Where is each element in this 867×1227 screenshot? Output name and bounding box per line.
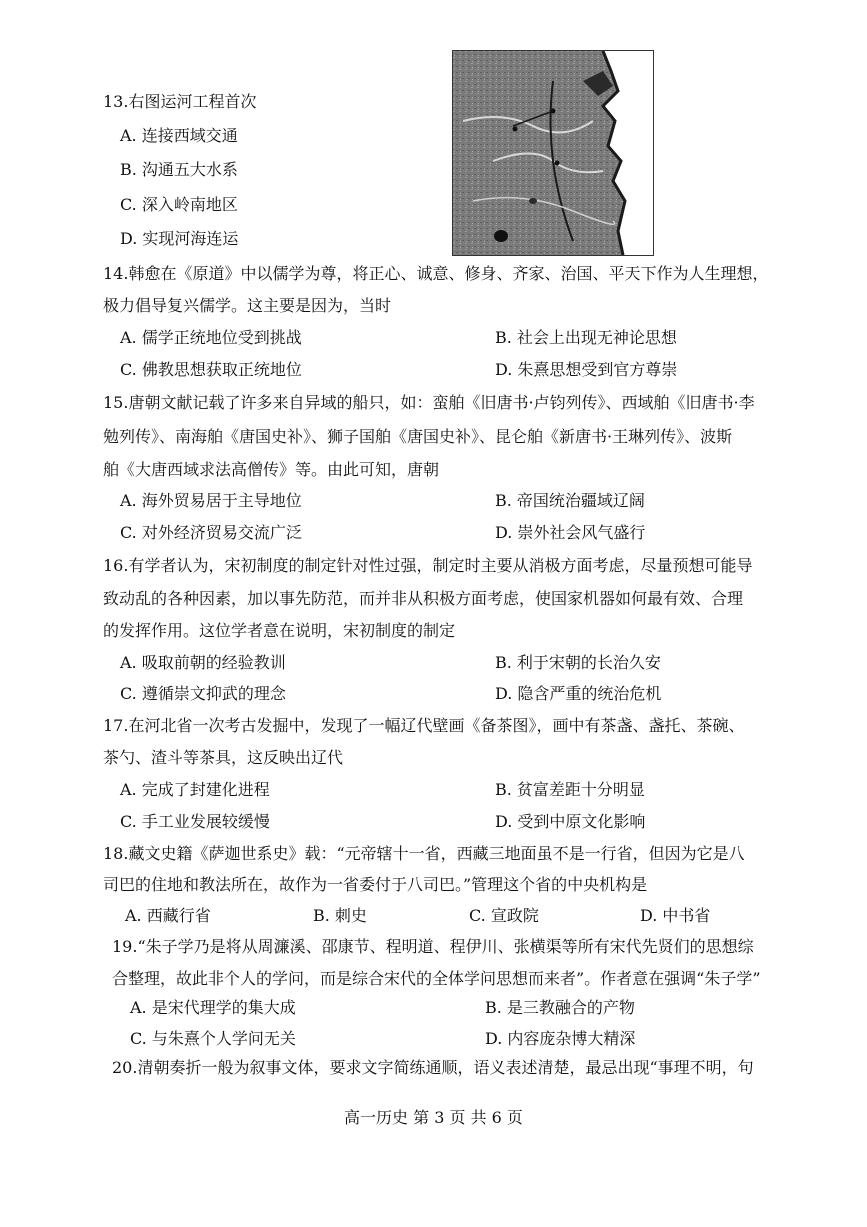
question-14-option-a: A. 儒学正统地位受到挑战 xyxy=(120,328,302,347)
question-18-option-a: A. 西藏行省 xyxy=(125,906,211,925)
question-14-stem-line-1: 14.韩愈在《原道》中以儒学为尊，将正心、诚意、修身、齐家、治国、平天下作为人生理想， xyxy=(103,264,769,283)
question-15-option-a: A. 海外贸易居于主导地位 xyxy=(120,491,302,510)
question-17-option-b: B. 贫富差距十分明显 xyxy=(495,780,645,799)
question-14-stem-line-2: 极力倡导复兴儒学。这主要是因为，当时 xyxy=(103,296,392,315)
question-16-stem-line-2: 致动乱的各种因素，加以事先防范，而并非从积极方面考虑，使国家机器如何最有效、合理 xyxy=(103,589,744,608)
question-19-option-d: D. 内容庞杂博大精深 xyxy=(485,1029,636,1048)
question-13-option-b: B. 沟通五大水系 xyxy=(120,160,238,179)
question-17-option-d: D. 受到中原文化影响 xyxy=(495,812,646,831)
question-13-option-a: A. 连接西域交通 xyxy=(120,126,238,145)
question-17-option-a: A. 完成了封建化进程 xyxy=(120,780,270,799)
question-19-stem-line-1: 19.“朱子学乃是将从周濂溪、邵康节、程明道、程伊川、张横渠等所有宋代先贤们的思想综 xyxy=(112,937,754,956)
canal-map-image xyxy=(452,50,654,256)
question-15-stem-line-1: 15.唐朝文献记载了许多来自异域的船只，如：蛮舶《旧唐书·卢钧列传》、西域舶《旧唐书·李 xyxy=(103,393,755,412)
question-16-option-b: B. 利于宋朝的长治久安 xyxy=(495,653,661,672)
question-17-stem-line-2: 茶勺、渣斗等茶具，这反映出辽代 xyxy=(103,748,344,767)
question-19-option-b: B. 是三教融合的产物 xyxy=(485,998,635,1017)
page-footer: 高一历史 第 3 页 共 6 页 xyxy=(344,1108,523,1127)
question-19-option-c: C. 与朱熹个人学问无关 xyxy=(130,1029,296,1048)
question-16-option-c: C. 遵循崇文抑武的理念 xyxy=(120,684,286,703)
question-18-option-c: C. 宣政院 xyxy=(469,906,539,925)
question-18-stem-line-1: 18.藏文史籍《萨迦世系史》载：“元帝辖十一省，西藏三地面虽不是一行省，但因为它是八 xyxy=(103,844,745,863)
question-18-stem-line-2: 司巴的住地和教法所在，故作为一省委付于八司巴。”管理这个省的中央机构是 xyxy=(103,875,648,894)
question-15-option-d: D. 崇外社会风气盛行 xyxy=(495,523,646,542)
question-13-stem: 13.右图运河工程首次 xyxy=(103,92,257,111)
question-20-stem-line-1: 20.清朝奏折一般为叙事文体，要求文字简练通顺，语义表述清楚，最忌出现“事理不明，句 xyxy=(112,1058,754,1077)
question-15-stem-line-2: 勉列传》、南海舶《唐国史补》、狮子国舶《唐国史补》、昆仑舶《新唐书·王琳列传》、波斯 xyxy=(103,427,733,446)
question-19-stem-line-2: 合整理，故此非个人的学问，而是综合宋代的全体学问思想而来者”。作者意在强调“朱子学” xyxy=(112,969,761,988)
question-18-option-b: B. 刺史 xyxy=(313,906,367,925)
question-16-option-a: A. 吸取前朝的经验教训 xyxy=(120,653,286,672)
question-14-option-c: C. 佛教思想获取正统地位 xyxy=(120,360,302,379)
question-18-option-d: D. 中书省 xyxy=(640,906,711,925)
question-17-option-c: C. 手工业发展较缓慢 xyxy=(120,812,270,831)
question-13-option-d: D. 实现河海连运 xyxy=(120,229,239,248)
question-13-option-c: C. 深入岭南地区 xyxy=(120,195,238,214)
question-16-option-d: D. 隐含严重的统治危机 xyxy=(495,684,662,703)
question-15-option-c: C. 对外经济贸易交流广泛 xyxy=(120,523,302,542)
question-14-option-b: B. 社会上出现无神论思想 xyxy=(495,328,677,347)
question-16-stem-line-1: 16.有学者认为，宋初制度的制定针对性过强，制定时主要从消极方面考虑，尽量预想可能导 xyxy=(103,556,753,575)
canal-map-graphic xyxy=(453,51,653,255)
question-16-stem-line-3: 的发挥作用。这位学者意在说明，宋初制度的制定 xyxy=(103,621,456,640)
question-15-stem-line-3: 舶《大唐西域求法高僧传》等。由此可知，唐朝 xyxy=(103,460,440,479)
question-14-option-d: D. 朱熹思想受到官方尊崇 xyxy=(495,360,678,379)
question-15-option-b: B. 帝国统治疆域辽阔 xyxy=(495,491,645,510)
question-19-option-a: A. 是宋代理学的集大成 xyxy=(130,998,296,1017)
question-17-stem-line-1: 17.在河北省一次考古发掘中，发现了一幅辽代壁画《备茶图》，画中有茶盏、盏托、茶碗、 xyxy=(103,716,745,735)
